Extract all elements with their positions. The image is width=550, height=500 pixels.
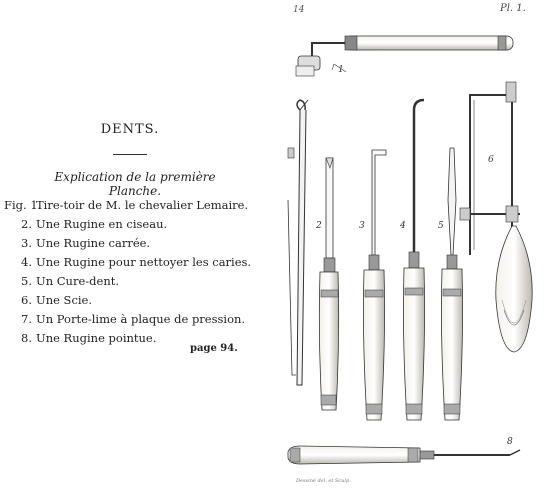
chisel-rugine-figure: [315, 158, 339, 410]
figure-number: 6.: [21, 293, 32, 307]
figure-description: Une Rugine pour nettoyer les caries.: [36, 255, 252, 269]
figure-number: 7.: [21, 312, 32, 326]
heading-rule: [113, 154, 147, 155]
file-holder-figure: [288, 100, 308, 385]
figure-description: Un Cure-dent.: [36, 274, 119, 288]
figure-description: Une Rugine carrée.: [36, 236, 151, 250]
figure-list-item: [4, 236, 274, 250]
figure-description: Un Porte-lime à plaque de pression.: [36, 312, 246, 326]
engraved-plate: [278, 0, 550, 496]
figure-description: Tire-toir de M. le chevalier Lemaire.: [36, 198, 249, 212]
figure-number: 4.: [21, 255, 32, 269]
figure-list-item: [4, 198, 274, 212]
pointed-rugine-figure: [288, 437, 520, 464]
figure-number: 5.: [21, 274, 32, 288]
figure-description: Une Rugine en ciseau.: [36, 217, 168, 231]
figure-number: 3.: [21, 236, 32, 250]
figure-number: 8.: [21, 331, 32, 345]
explanation-page: [0, 0, 275, 496]
page-corner-number: 14: [293, 5, 305, 15]
figure-label-8: 8: [507, 437, 513, 447]
figure-list-item: [4, 274, 274, 288]
figure-label-1: 1: [338, 65, 344, 75]
figure-list-item: [4, 217, 274, 231]
figure-description: Une Scie.: [36, 293, 93, 307]
caries-rugine-figure: [399, 100, 425, 420]
plate-explanation-title: Explication de la première Planche.: [54, 170, 216, 198]
tooth-key-figure: [296, 36, 513, 76]
figure-number: Fig. 1.: [4, 198, 42, 212]
figure-label-6: 6: [488, 155, 494, 165]
figure-label-3: 3: [359, 221, 365, 231]
figure-number: 2.: [21, 217, 32, 231]
square-rugine-figure: [359, 150, 386, 420]
figure-list-item: [4, 312, 274, 326]
figure-list-item: [4, 255, 274, 269]
section-heading: DENTS.: [100, 122, 160, 137]
dental-instruments-illustration: [278, 0, 550, 496]
figure-label-2: 2: [316, 221, 322, 231]
figure-label-5: 5: [438, 221, 444, 231]
toothpick-figure: [438, 148, 463, 420]
figure-description: Une Rugine pointue.: [36, 331, 157, 345]
figure-label-4: 4: [400, 221, 406, 231]
saw-figure: [460, 82, 532, 352]
page-reference: page 94.: [190, 343, 238, 354]
plate-label: Pl. 1.: [500, 3, 526, 14]
engraver-signature: Dessiné del. et Sculp.: [296, 478, 351, 484]
figure-list-item: [4, 293, 274, 307]
